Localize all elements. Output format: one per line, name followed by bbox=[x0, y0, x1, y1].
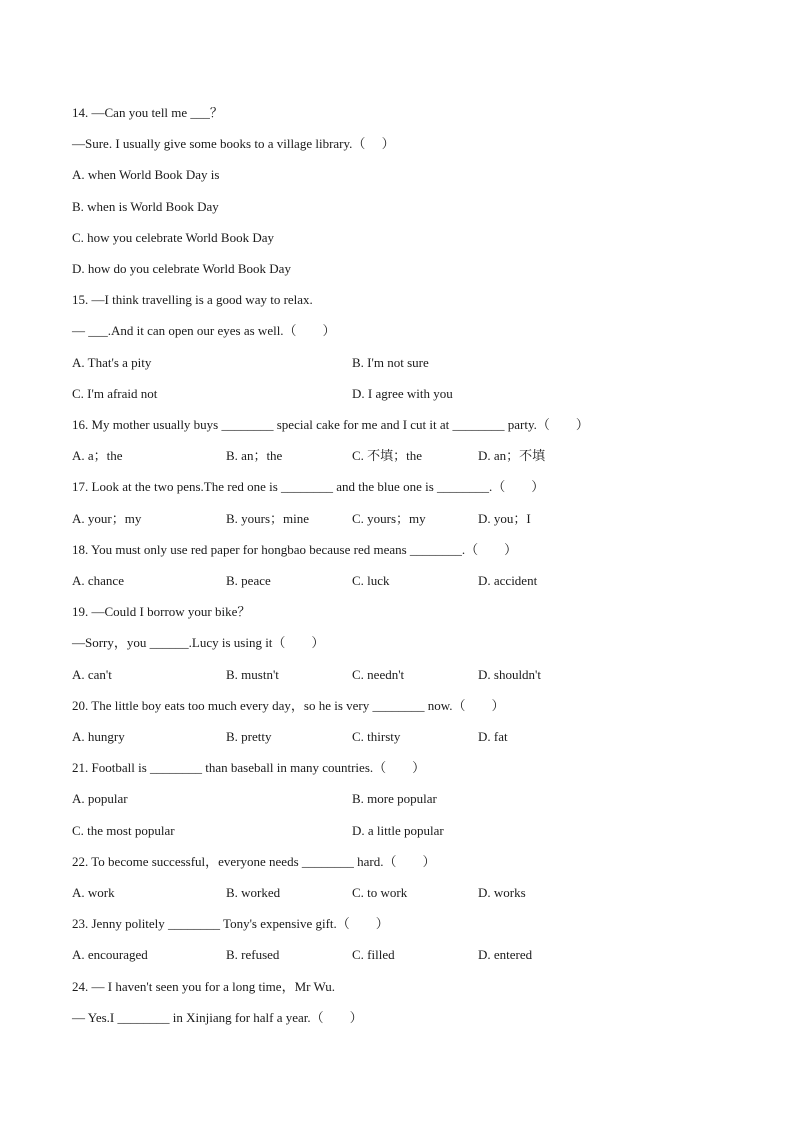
option-d: D. fat bbox=[478, 729, 508, 744]
option-b: B. when is World Book Day bbox=[72, 198, 219, 214]
option-c: C. how you celebrate World Book Day bbox=[72, 229, 274, 245]
option-d: D. shouldn't bbox=[478, 666, 542, 682]
option-c: C. the most popular bbox=[72, 822, 175, 838]
option-a: A. a；the bbox=[72, 448, 123, 464]
option-c: C. needn't bbox=[352, 666, 405, 682]
question-15-line: — ___.And it can open our eyes as well.（ ） bbox=[72, 323, 336, 339]
option-a: A. hungry bbox=[72, 729, 125, 744]
question-15-line: 15. —I think travelling is a good way to relax. bbox=[72, 292, 313, 308]
option-c: C. to work bbox=[352, 885, 408, 900]
option-b: B. pretty bbox=[226, 729, 272, 744]
option-a: A. encouraged bbox=[72, 947, 148, 963]
option-a: A. popular bbox=[72, 791, 128, 807]
option-c: C. 不填；the bbox=[352, 448, 423, 464]
option-a: A. your；my bbox=[72, 510, 142, 526]
option-b: B. peace bbox=[226, 573, 271, 588]
question-24-line: — Yes.I ________ in Xinjiang for half a year.（ ） bbox=[72, 1009, 363, 1025]
question-24-line: 24. — I haven't seen you for a long time，Mr Wu. bbox=[72, 978, 335, 994]
question-20-line: 20. The little boy eats too much every day，so he is very ________ now.（ ） bbox=[72, 697, 505, 713]
option-b: B. more popular bbox=[352, 791, 437, 807]
option-c: C. yours；my bbox=[352, 510, 426, 526]
question-16-line: 16. My mother usually buys ________ special cake for me and I cut it at ________ party.（ ） bbox=[72, 417, 589, 432]
option-d: D. a little popular bbox=[352, 822, 444, 838]
option-d: D. works bbox=[478, 885, 526, 900]
option-b: B. yours；mine bbox=[226, 510, 310, 526]
option-a: A. That's a pity bbox=[72, 354, 152, 370]
option-c: C. I'm afraid not bbox=[72, 385, 158, 401]
question-23-line: 23. Jenny politely ________ Tony's expensive gift.（ ） bbox=[72, 916, 389, 932]
option-d: D. entered bbox=[478, 947, 533, 963]
option-d: D. you；I bbox=[478, 510, 531, 526]
question-19-line: 19. —Could I borrow your bike？ bbox=[72, 604, 251, 620]
question-19-line: —Sorry，you ______.Lucy is using it（ ） bbox=[72, 635, 325, 651]
question-14-line: —Sure. I usually give some books to a village library.（ ） bbox=[72, 136, 395, 152]
question-22-line: 22. To become successful，everyone needs ________ hard.（ ） bbox=[72, 853, 436, 869]
option-b: B. an；the bbox=[226, 448, 283, 464]
option-b: B. mustn't bbox=[226, 666, 279, 682]
question-18-line: 18. You must only use red paper for hongbao because red means ________.（ ） bbox=[72, 541, 518, 557]
option-c: C. thirsty bbox=[352, 729, 401, 744]
option-d: D. accident bbox=[478, 573, 538, 588]
option-d: D. I agree with you bbox=[352, 385, 453, 401]
option-b: B. refused bbox=[226, 947, 280, 963]
option-a: A. can't bbox=[72, 666, 112, 682]
option-b: B. worked bbox=[226, 885, 281, 900]
question-17-line: 17. Look at the two pens.The red one is ________ and the blue one is ________.（ ） bbox=[72, 479, 545, 495]
option-a: A. chance bbox=[72, 573, 124, 588]
option-d: D. how do you celebrate World Book Day bbox=[72, 261, 291, 276]
option-a: A. when World Book Day is bbox=[72, 167, 220, 183]
option-d: D. an；不填 bbox=[478, 448, 546, 464]
option-c: C. filled bbox=[352, 947, 395, 963]
question-21-line: 21. Football is ________ than baseball in many countries.（ ） bbox=[72, 760, 426, 776]
question-14-line: 14. —Can you tell me ___？ bbox=[72, 105, 223, 120]
option-b: B. I'm not sure bbox=[352, 354, 429, 370]
option-c: C. luck bbox=[352, 573, 390, 588]
option-a: A. work bbox=[72, 885, 115, 900]
